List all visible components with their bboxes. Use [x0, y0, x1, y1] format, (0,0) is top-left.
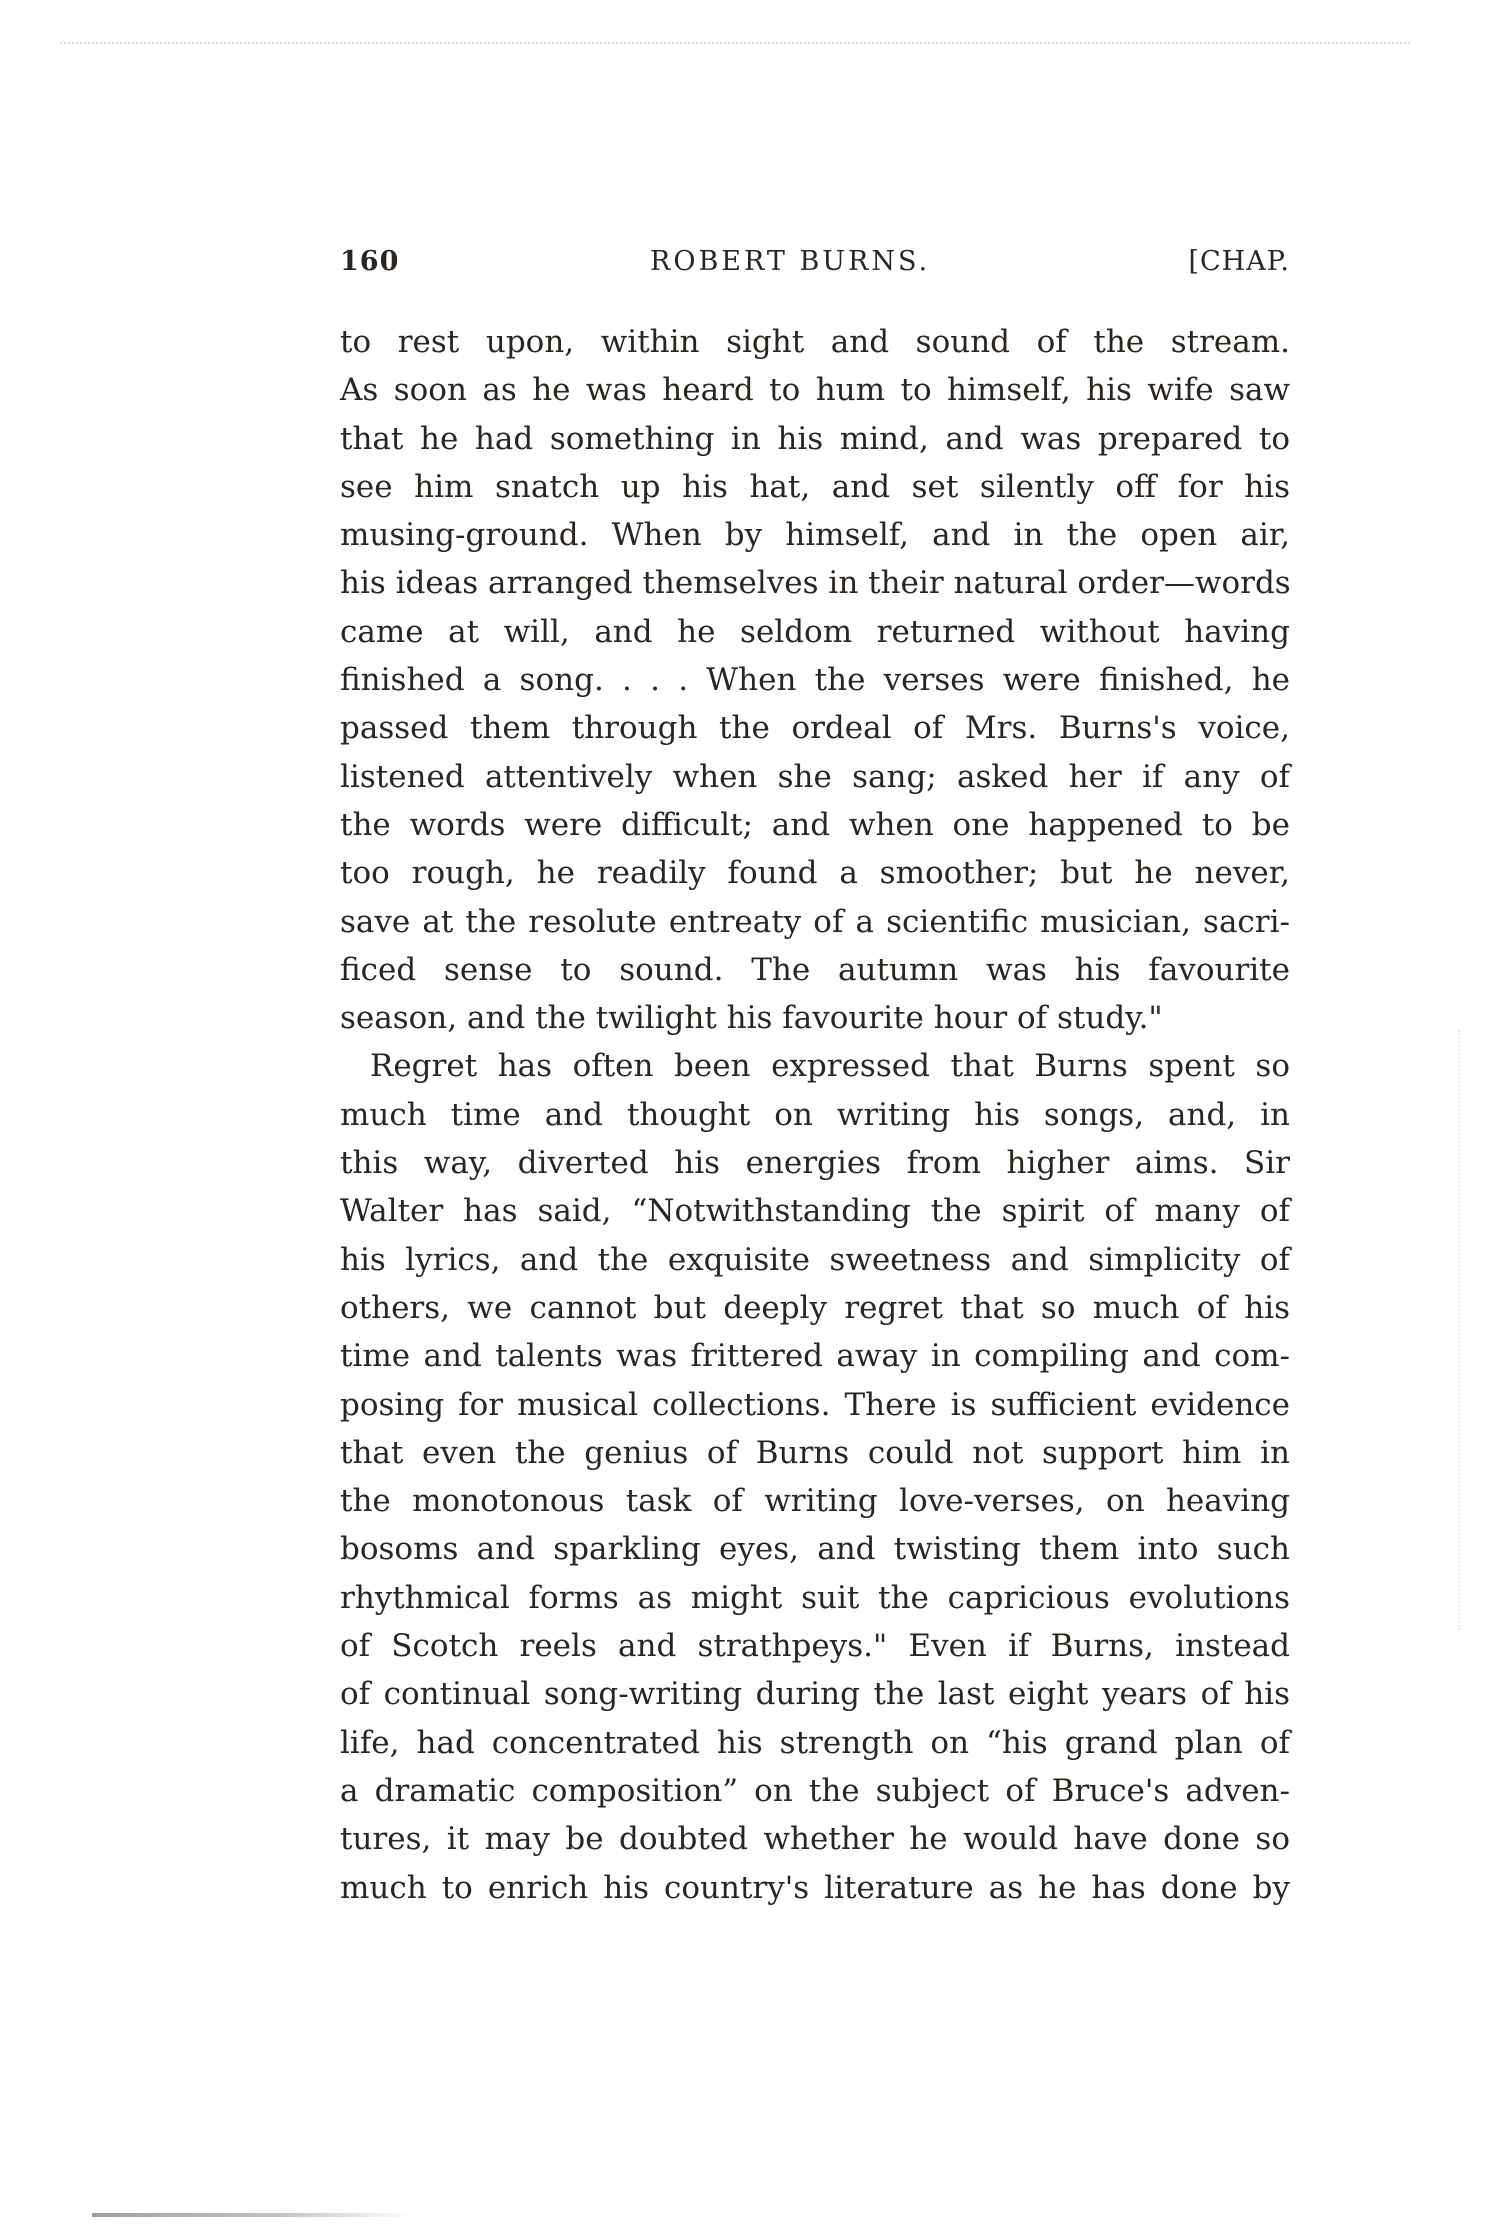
text-line: time and talents was frittered away in compiling and com-: [340, 1338, 1290, 1375]
scan-artifact-bottom: [92, 2213, 412, 2217]
text-line: ficed sense to sound. The autumn was his favourite: [340, 951, 1290, 988]
text-line: rhythmical forms as might suit the capricious evolutions: [340, 1579, 1290, 1616]
text-line: others, we cannot but deeply regret that so much of his: [340, 1289, 1290, 1326]
text-line: life, had concentrated his strength on “his grand plan of: [340, 1724, 1290, 1761]
text-line: the monotonous task of writing love-verses, on heaving: [340, 1483, 1290, 1520]
text-line: posing for musical collections. There is sufficient evidence: [340, 1386, 1290, 1423]
text-line: the words were difficult; and when one happened to be: [340, 806, 1290, 843]
text-line: came at will, and he seldom returned without having: [340, 613, 1290, 650]
text-line: season, and the twilight his favourite hour of study.": [340, 1000, 1163, 1037]
text-line: As soon as he was heard to hum to himself, his wife saw: [340, 372, 1290, 409]
text-line: passed them through the ordeal of Mrs. Burns's voice,: [340, 710, 1290, 747]
page-number: 160: [340, 246, 400, 277]
text-line: Walter has said, “Notwithstanding the spirit of many of: [340, 1193, 1290, 1230]
text-line: his lyrics, and the exquisite sweetness and simplicity of: [340, 1241, 1290, 1278]
text-line: that even the genius of Burns could not support him in: [340, 1434, 1290, 1471]
book-title: ROBERT BURNS.: [650, 246, 931, 277]
text-line: save at the resolute entreaty of a scientific musician, sacri-: [340, 903, 1290, 940]
chapter-mark: [CHAP.: [1188, 246, 1290, 277]
text-line: see him snatch up his hat, and set silently off for his: [340, 468, 1290, 505]
text-line: Regret has often been expressed that Burns spent so: [370, 1048, 1290, 1085]
text-line: finished a song. . . . When the verses were finished, he: [340, 662, 1290, 699]
text-line: bosoms and sparkling eyes, and twisting them into such: [340, 1531, 1290, 1568]
text-line: musing-ground. When by himself, and in the open air,: [340, 517, 1290, 554]
text-line: that he had something in his mind, and was prepared to: [340, 420, 1290, 457]
text-line: of Scotch reels and strathpeys." Even if Burns, instead: [340, 1628, 1290, 1665]
text-line: listened attentively when she sang; asked her if any of: [340, 758, 1290, 795]
text-line: to rest upon, within sight and sound of the stream.: [340, 324, 1290, 360]
running-head: [340, 246, 1290, 286]
text-line: much to enrich his country's literature as he has done by: [340, 1869, 1290, 1906]
text-line: much time and thought on writing his songs, and, in: [340, 1096, 1290, 1133]
body-text: [340, 318, 1290, 1912]
text-line: this way, diverted his energies from higher aims. Sir: [340, 1145, 1290, 1182]
text-line: a dramatic composition” on the subject of Bruce's adven-: [340, 1772, 1290, 1809]
text-line: tures, it may be doubted whether he would have done so: [340, 1821, 1290, 1858]
text-line: too rough, he readily found a smoother; but he never,: [340, 855, 1290, 892]
text-line: his ideas arranged themselves in their natural order—words: [340, 565, 1291, 602]
scan-artifact-right: [1458, 1030, 1462, 1630]
scan-artifact-top: [60, 42, 1410, 46]
text-line: of continual song-writing during the last eight years of his: [340, 1676, 1290, 1713]
